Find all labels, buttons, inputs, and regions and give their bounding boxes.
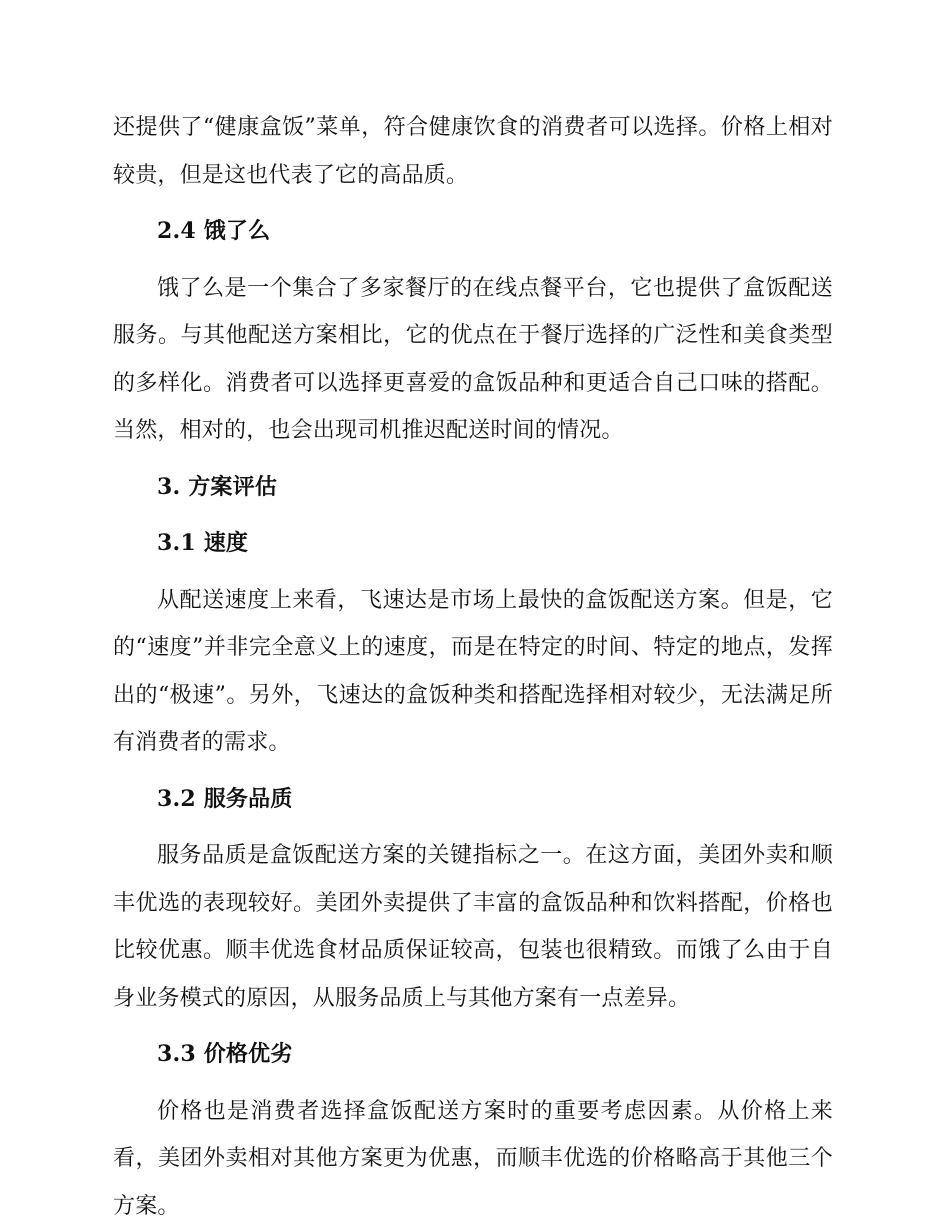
paragraph-eleme: 饿了么是一个集合了多家餐厅的在线点餐平台，它也提供了盒饭配送服务。与其他配送方案相比，它的优点在于餐厅选择的广泛性和美食类型的多样化。消费者可以选择更喜爱的盒饭品种和更适合自己口味的搭配。当然，相对的，也会出现司机推迟配送时间的情况。 <box>113 275 833 443</box>
heading-3-evaluation: 3. 方案评估 <box>157 473 278 500</box>
paragraph-health-box-continued: 还提供了“健康盒饭”菜单，符合健康饮食的消费者可以选择。价格上相对较贵，但是这也代表了它的高品质。 <box>113 115 833 188</box>
heading-3-2-service-quality: 3.2 服务品质 <box>157 785 293 812</box>
document-body <box>113 104 833 1230</box>
heading-3-1-speed: 3.1 速度 <box>157 530 249 556</box>
heading-3-3-price: 3.3 价格优劣 <box>157 1041 293 1067</box>
paragraph-service-quality: 服务品质是盒饭配送方案的关键指标之一。在这方面，美团外卖和顺丰优选的表现较好。美团外卖提供了丰富的盒饭品种和饮料搭配，价格也比较优惠。顺丰优选食材品质保证较高，包装也很精致。而饿了么由于自身业务模式的原因，从服务品质上与其他方案有一点差异。 <box>113 843 833 1011</box>
heading-2-4-eleme: 2.4 饿了么 <box>157 218 271 244</box>
paragraph-speed: 从配送速度上来看，飞速达是市场上最快的盒饭配送方案。但是，它的“速度”并非完全意义上的速度，而是在特定的时间、特定的地点，发挥出的“极速”。另外，飞速达的盒饭种类和搭配选择相对较少，无法满足所有消费者的需求。 <box>113 587 833 755</box>
paragraph-price: 价格也是消费者选择盒饭配送方案时的重要考虑因素。从价格上来看，美团外卖相对其他方案更为优惠，而顺丰优选的价格略高于其他三个方案。 <box>113 1098 833 1219</box>
